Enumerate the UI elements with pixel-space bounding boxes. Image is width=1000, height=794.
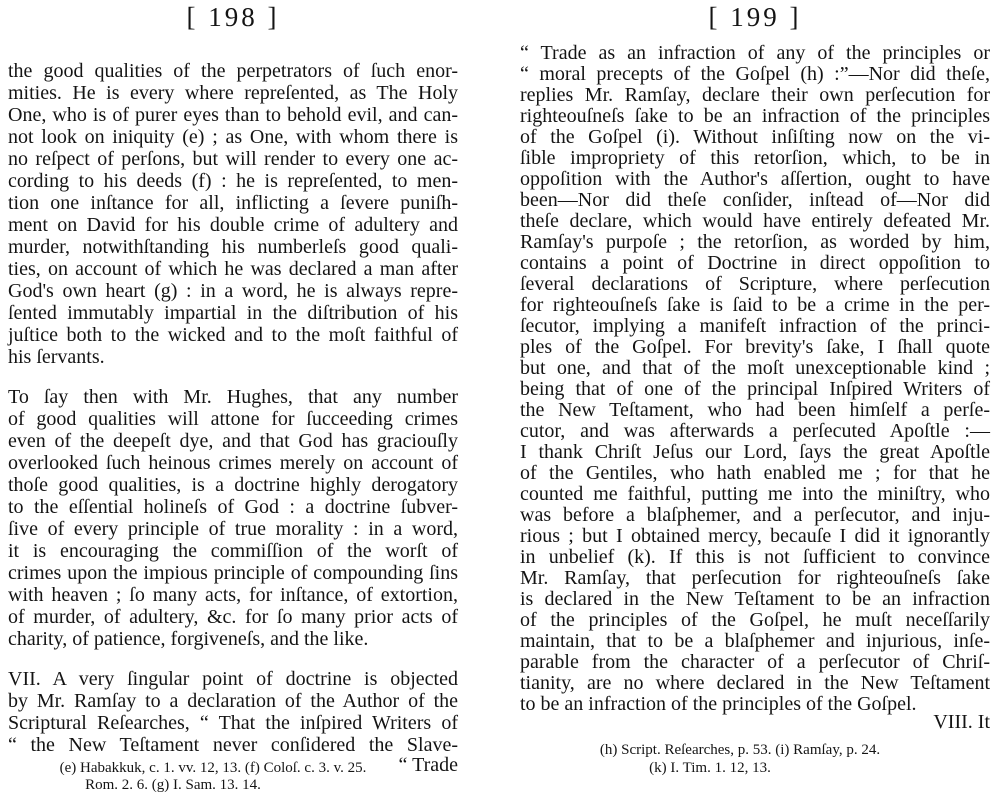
text-line: ples of the Goſpel. For brevity's ſake, I ſhall quote [520, 336, 990, 358]
text-line: cording to his deeds (f) : he is repreſented, to men- [8, 170, 458, 192]
text-line: no reſpect of perſons, but will render to every one ac- [8, 148, 458, 170]
text-line: the good qualities of the perpetrators of ſuch enor- [8, 60, 458, 82]
text-line: in unbelief (k). If this is not ſufficient to convince [520, 546, 990, 568]
text-line: VII. A very ſingular point of doctrine is objected [8, 668, 458, 690]
text-line: for righteouſneſs ſake is ſaid to be a crime in the per- [520, 294, 990, 316]
text-line: to the eſſential holineſs of God : a doctrine ſubver- [8, 496, 458, 518]
text-line: ſive of every principle of true morality : in a word, [8, 518, 458, 540]
text-line: rious ; but I obtained mercy, becauſe I did it ignorantly [520, 525, 990, 547]
text-line: mities. He is every where repreſented, as The Holy [8, 82, 458, 104]
text-line: ſible impropriety of this retorſion, which, to be in [520, 147, 990, 169]
text-line: cutor, and was afterwards a perſecuted Apoſtle :— [520, 420, 990, 442]
text-line: to be an infraction of the principles of the Goſpel. [520, 693, 917, 715]
text-line: of the principles of the Goſpel, he muſt neceſſarily [520, 609, 990, 631]
text-line: ties, on account of which he was declared a man after [8, 258, 458, 280]
text-line: ment on David for his double crime of adultery and [8, 214, 458, 236]
text-line: juſtice both to the wicked and to the moſt faithful of [8, 324, 458, 346]
text-line: Mr. Ramſay, that perſecution for righteouſneſs ſake [520, 567, 990, 589]
catchword: VIII. It [933, 711, 990, 733]
text-line: righteouſneſs ſake to be an infraction of the principles [520, 105, 990, 127]
text-line: crimes upon the impious principle of compounding ſins [8, 562, 458, 584]
text-line: is declared in the New Teſtament to be an infraction [520, 588, 990, 610]
text-line: of the Gentiles, who hath enabled me ; for that he [520, 462, 990, 484]
text-line: theſe declare, which would have entirely defeated Mr. [520, 210, 990, 232]
text-line: “ Trade as an infraction of any of the principles or [520, 42, 990, 64]
text-line: ſeveral declarations of Scripture, where perſecution [520, 273, 990, 295]
text-line: contains a point of Doctrine in direct oppoſition to [520, 252, 990, 274]
text-line: ſented immutably impartial in the diſtribution of his [8, 302, 458, 324]
text-line: murder, notwithſtanding his numberleſs good quali- [8, 236, 458, 258]
text-line: of the Goſpel (i). Without inſiſting now on the vi- [520, 126, 990, 148]
text-line: One, who is of purer eyes than to behold evil, and can- [8, 104, 458, 126]
text-line: it is encouraging the commiſſion of the worſt of [8, 540, 458, 562]
text-line: counted me faithful, putting me into the miniſtry, who [520, 483, 990, 505]
text-line: by Mr. Ramſay to a declaration of the Author of the [8, 690, 458, 712]
text-line: Scriptural Reſearches, “ That the inſpired Writers of [8, 712, 458, 734]
text-line: the New Teſtament, who had been himſelf a perſe- [520, 399, 990, 421]
text-line: was before a blaſphemer, and a perſecutor, and inju- [520, 504, 990, 526]
text-line: “ moral precepts of the Goſpel (h) :”—Nor did theſe, [520, 63, 990, 85]
footnote: (k) I. Tim. 1. 12, 13. [649, 760, 771, 776]
text-line: thoſe good qualities, is a doctrine highly derogatory [8, 474, 458, 496]
text-line: tion one inſtance for all, inflicting a ſevere puniſh- [8, 192, 458, 214]
text-line: being that of one of the principal Inſpired Writers of [520, 378, 990, 400]
text-line: I thank Chriſt Jeſus our Lord, ſays the great Apoſtle [520, 441, 990, 463]
text-line: his ſervants. [8, 346, 105, 368]
text-line: with heaven ; ſo many acts, for inſtance, of extortion, [8, 584, 458, 606]
text-line: of murder, of adultery, &c. for ſo many prior acts of [8, 606, 458, 628]
text-line: oppoſition with the Author's aſſertion, ought to have [520, 168, 990, 190]
footnote: Rom. 2. 6. (g) I. Sam. 13. 14. [85, 777, 261, 793]
text-line: maintain, that to be a blaſphemer and injurious, inſe- [520, 630, 990, 652]
text-line: charity, of patience, forgiveneſs, and the like. [8, 628, 369, 650]
right-page-number: [ 199 ] [708, 2, 802, 32]
catchword: “ Trade [398, 754, 458, 776]
footnote: (e) Habakkuk, c. 1. vv. 12, 13. (f) Coloſ. c. 3. v. 25. [59, 760, 367, 776]
text-line: God's own heart (g) : in a word, he is always repre- [8, 280, 458, 302]
text-line: “ the New Teſtament never conſidered the Slave- [8, 734, 458, 756]
text-line: overlooked ſuch heinous crimes merely on account of [8, 452, 458, 474]
text-line: but one, and that of the moſt unexceptionable kind ; [520, 357, 990, 379]
text-line: of good qualities will attone for ſucceeding crimes [8, 408, 458, 430]
text-line: replies Mr. Ramſay, declare their own perſecution for [520, 84, 990, 106]
text-line: To ſay then with Mr. Hughes, that any number [8, 386, 458, 408]
text-line: tianity, are no where declared in the New Teſtament [520, 672, 990, 694]
text-line: not look on iniquity (e) ; as One, with whom there is [8, 126, 458, 148]
text-line: Ramſay's purpoſe ; the retorſion, as worded by him, [520, 231, 990, 253]
text-line: even of the deepeſt dye, and that God has graciouſly [8, 430, 458, 452]
text-line: been—Nor did theſe conſider, inſtead of—Nor did [520, 189, 990, 211]
text-line: parable from the character of a perſecutor of Chriſ- [520, 651, 990, 673]
left-page-number: [ 198 ] [186, 2, 280, 32]
footnote: (h) Script. Reſearches, p. 53. (i) Ramſay, p. 24. [599, 742, 881, 758]
text-line: ſecutor, implying a manifeſt infraction of the princi- [520, 315, 990, 337]
